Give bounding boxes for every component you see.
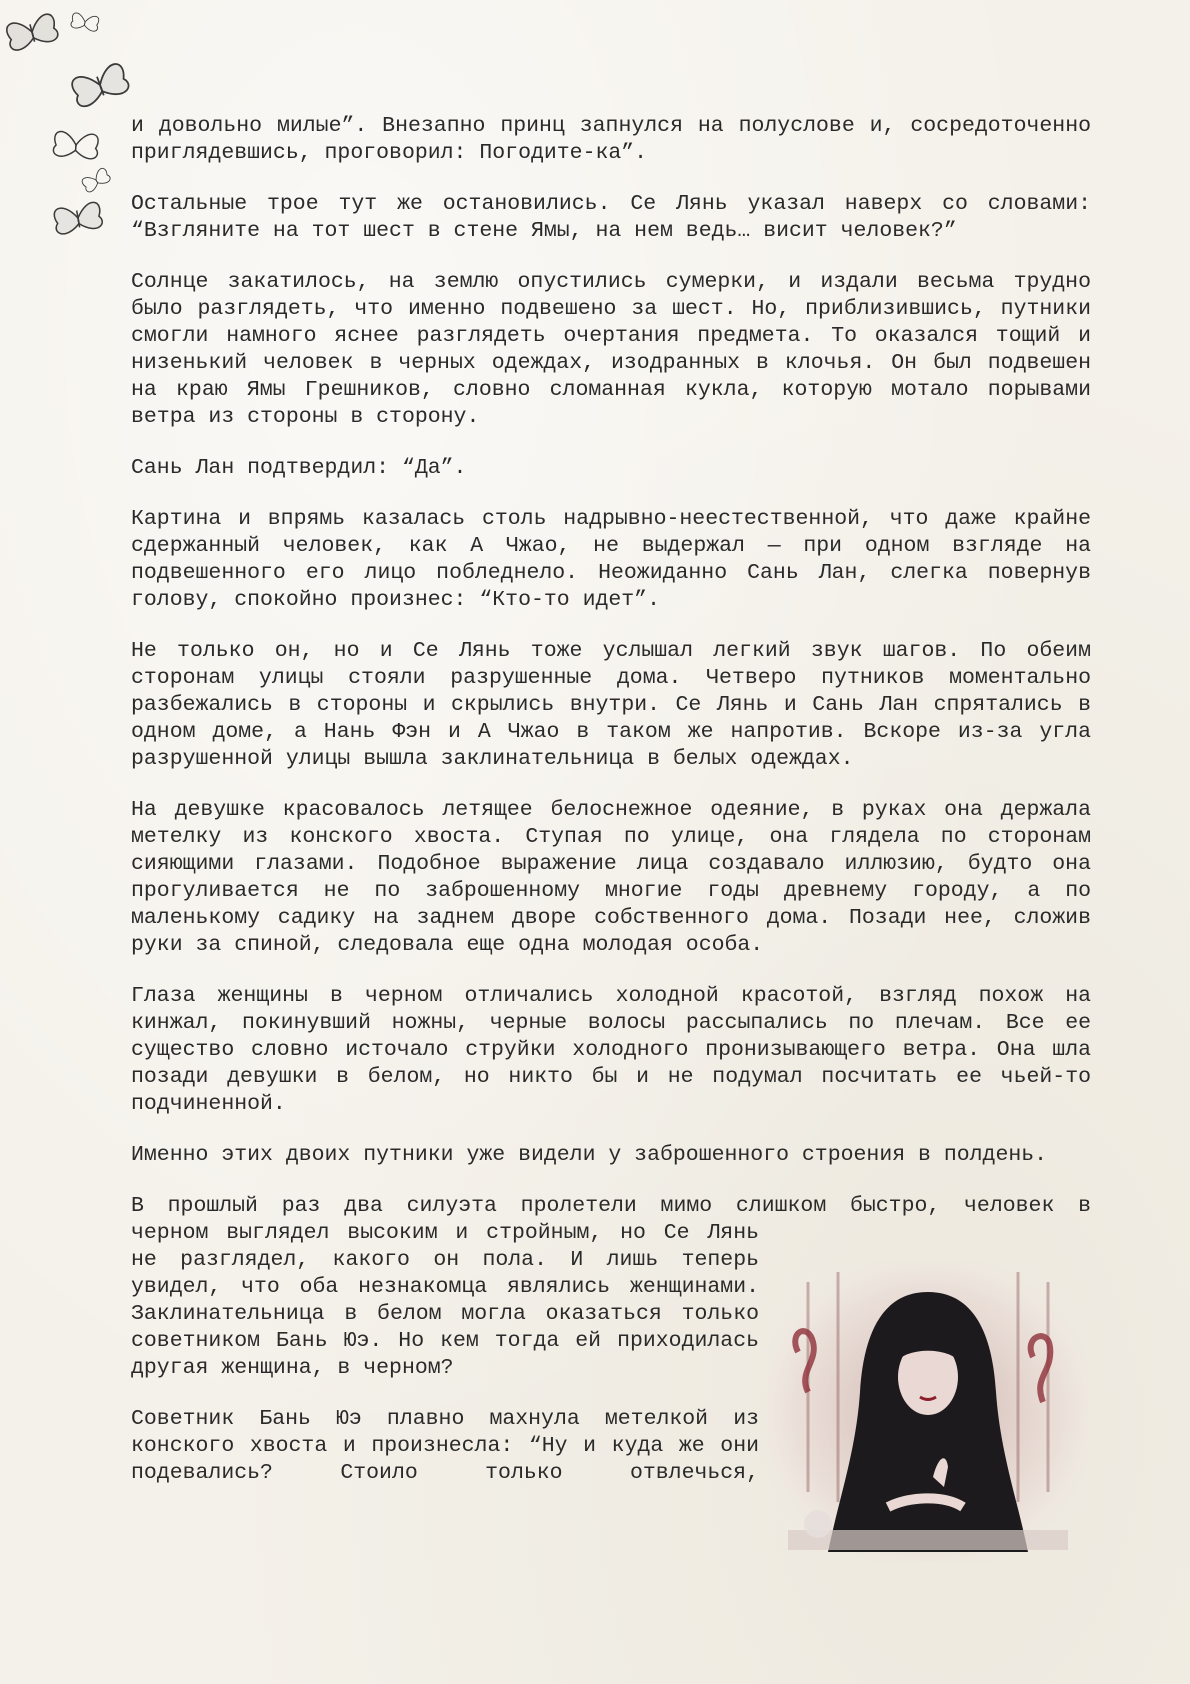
paragraph-8: Глаза женщины в черном отличались холодной красотой, взгляд похож на кинжал, покинувший ножны, черные волосы рассыпались по плечам. Все ее существо словно источало струйки холодного пронизывающего ветра. Она шла позади девушки в белом, но никто бы и не подумал посчитать ее чьей-то подчиненной. (131, 984, 1091, 1116)
butterflies-icon (0, 0, 150, 250)
paragraph-5: Картина и впрямь казалась столь надрывно-неестественной, что даже крайне сдержанный человек, как А Чжао, не выдержал — при одном взгляде на подвешенного его лицо побледнело. Неожиданно Сань Лан, слегка повернув голову, спокойно произнес: “Кто-то идет”. (131, 507, 1091, 612)
paragraph-10-wrapped: черном выглядел высоким и стройным, но Се Лянь не разглядел, какого он пола. И лишь теперь увидел, что оба незнакомца являлись женщинами. Заклинательница в белом могла оказаться только советником Бань Юэ. Но кем тогда ей приходилась другая женщина, в черном? (131, 1221, 759, 1380)
paragraph-7: На девушке красовалось летящее белоснежное одеяние, в руках она держала метелку из конского хвоста. Ступая по улице, она глядела по сторонам сияющими глазами. Подобное выражение лица создавало иллюзию, будто она прогуливается не по заброшенному многие годы древнему городу, а по маленькому садику на заднем дворе собственного дома. Позади нее, сложив руки за спиной, следовала еще одна молодая особа. (131, 798, 1091, 957)
paragraph-1: и довольно милые”. Внезапно принц запнулся на полуслове и, сосредоточенно приглядевшись, проговорил: Погодите-ка”. (131, 114, 1091, 165)
paragraph-9: Именно этих двоих путники уже видели у заброшенного строения в полдень. (131, 1143, 1048, 1167)
paragraph-6: Не только он, но и Се Лянь тоже услышал легкий звук шагов. По обеим сторонам улицы стояли разрушенные дома. Четверо путников моментально разбежались в стороны и скрылись внутри. Се Лянь и Сань Лан спрятались в одном доме, а Нань Фэн и А Чжао в таком же напротив. Вскоре из-за угла разрушенной улицы вышла заклинательница в белых одеждах. (131, 639, 1091, 771)
paragraph-4: Сань Лан подтвердил: “Да”. (131, 456, 467, 480)
paragraph-3: Солнце закатилось, на землю опустились сумерки, и издали весьма трудно было разглядеть, что именно подвешено за шест. Но, приблизившись, путники смогли намного яснее разглядеть очертания предмета. То оказался тощий и низенький человек в черных одеждах, изодранных в клочья. Он был подвешен на краю Ямы Грешников, словно сломанная кукла, которую мотало порывами ветра из стороны в сторону. (131, 270, 1091, 429)
woman-in-black-illustration (768, 1262, 1088, 1562)
paragraph-11: Советник Бань Юэ плавно махнула метелкой из конского хвоста и произнесла: “Ну и куда же они подевались? Стоило только отвлечься, (131, 1407, 759, 1485)
paragraph-10-first-line: В прошлый раз два силуэта пролетели мимо слишком быстро, человек в (131, 1194, 1091, 1218)
paragraph-2: Остальные трое тут же остановились. Се Лянь указал наверх со словами: “Взгляните на тот шест в стене Ямы, на нем ведь… висит человек?” (131, 192, 1091, 243)
